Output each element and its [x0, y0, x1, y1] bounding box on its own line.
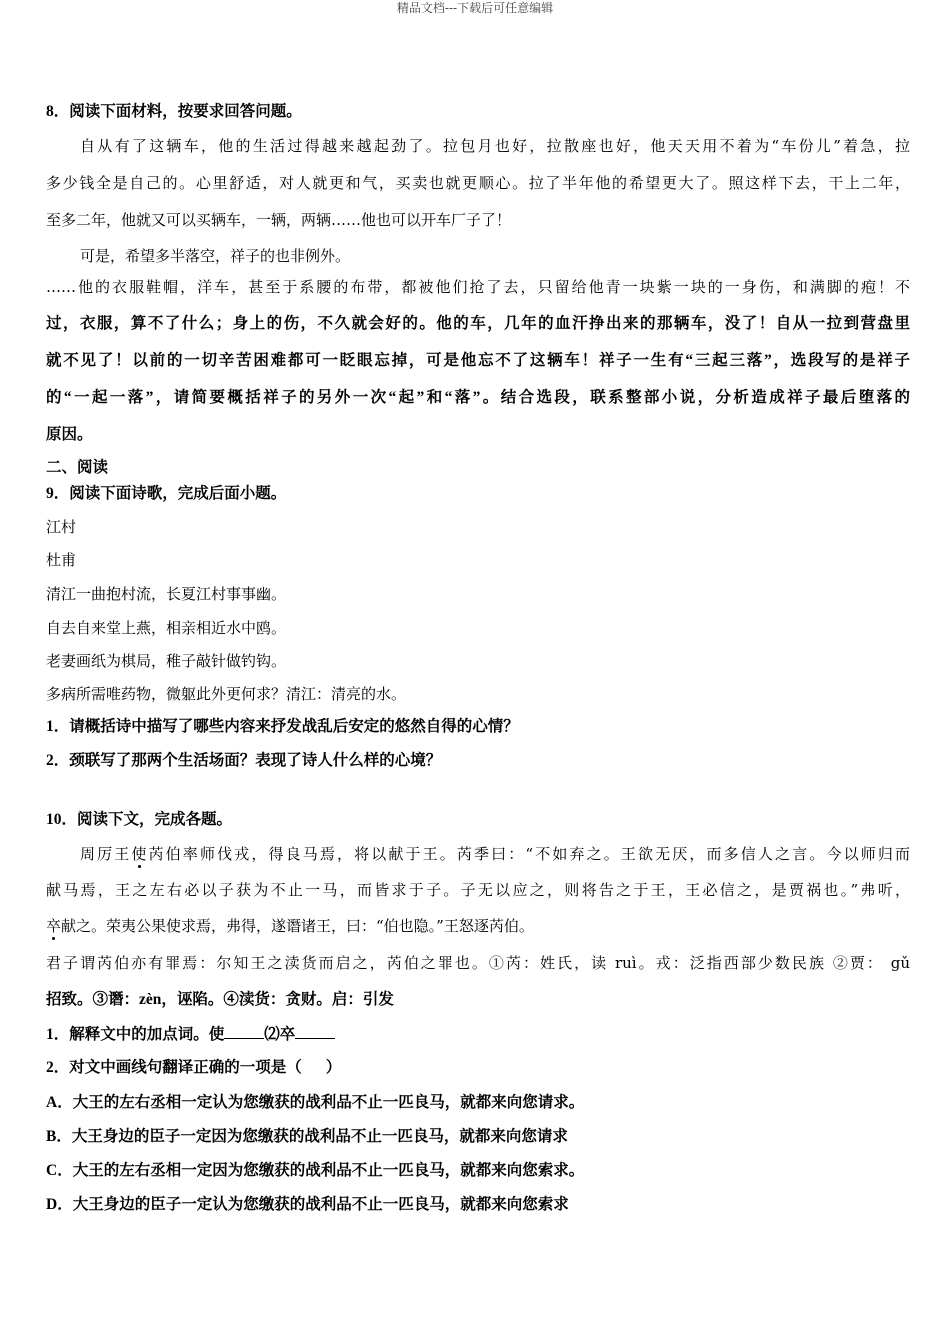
q8-para3-line3: 就不见了！以前的一切辛苦困难都可一眨眼忘掉，可是他忘不了这辆车！祥子一生有“三起三落”，选段写的是祥子	[46, 352, 910, 369]
q8-para3-line2: 过，衣服，算不了什么；身上的伤，不久就会好的。他的车，几年的血汗挣出来的那辆车，没了！自从一拉到营盘里	[46, 315, 910, 332]
page-header: 精品文档---下载后可任意编辑	[396, 1, 554, 15]
poem-line-3: 老妻画纸为棋局，稚子敲针做钓钩。	[46, 652, 287, 670]
q9-sub-question-1: 1．请概括诗中描写了哪些内容来抒发战乱后安定的悠然自得的心情？	[46, 718, 519, 735]
poem-line-1: 清江一曲抱村流，长夏江村事事幽。	[46, 585, 287, 603]
poem-line-2: 自去自来堂上燕，相亲相近水中鸥。	[46, 619, 287, 637]
section-heading: 二、阅读	[46, 459, 109, 476]
q10-notes-line2: 招致。③谮：zèn，诬陷。④渎货：贪财。启：引发	[46, 991, 394, 1008]
q9-sub-question-2: 2．颈联写了那两个生活场面？表现了诗人什么样的心境？	[46, 752, 442, 769]
q10-para1-line3	[46, 916, 910, 936]
q10-sub1-text: ⑵卒	[264, 1026, 296, 1043]
q10-text: 献之。荣夷公果使求焉，弗得，遂谮诸王，曰：“伯也隐。”王怒逐芮伯。	[61, 917, 534, 935]
answer-blank-1[interactable]	[224, 1024, 264, 1039]
q10-sub1-text: 1．解释文中的加点词。使	[46, 1026, 225, 1043]
poem-author: 杜甫	[46, 551, 77, 569]
q8-para3-line1: ……他的衣服鞋帽，洋车，甚至于系腰的布带，都被他们抢了去，只留给他青一块紫一块的一身伤，和满脚的疱！不	[46, 278, 910, 296]
q8-title: 8．阅读下面材料，按要求回答问题。	[46, 103, 302, 120]
q8-para1-line2: 多少钱全是自己的。心里舒适，对人就更和气，买卖也就更顺心。拉了半年他的希望更大了。照这样下去，干上二年，	[46, 174, 910, 192]
option-b[interactable]: B．大王身边的臣子一定因为您缴获的战利品不止一匹良马，就都来向您请求	[46, 1128, 568, 1145]
q9-title: 9．阅读下面诗歌，完成后面小题。	[46, 485, 287, 502]
q8-para3-line4: 的“一起一落”，请简要概括祥子的另外一次“起”和“落”。结合选段，联系整部小说，分析造成祥子最后堕落的	[46, 389, 910, 406]
poem-line-4: 多病所需唯药物，微躯此外更何求？清江：清亮的水。	[46, 685, 407, 703]
q10-title: 10．阅读下文，完成各题。	[46, 811, 233, 828]
q10-sub-question-1	[46, 1024, 910, 1045]
q10-text: 芮伯率师伐戎，得良马焉，将以献于王。芮季曰：“不如弃之。王欲无厌，而多信人之言。今以师归而	[148, 845, 910, 863]
q10-sub2-text: 2．对文中画线句翻译正确的一项是（	[46, 1059, 302, 1076]
option-a[interactable]: A．大王的左右丞相一定认为您缴获的战利品不止一匹良马，就都来向您请求。	[46, 1094, 585, 1111]
q10-para1-line2: 献马焉，王之左右必以子获为不止一马，而皆求于子。子无以应之，则将告之于王，王必信之，是贾祸也。”弗听，	[46, 881, 910, 899]
q10-sub-question-2	[46, 1058, 910, 1078]
dotted-word-zu: 卒	[46, 917, 62, 935]
answer-blank-2[interactable]	[295, 1024, 335, 1039]
q8-para2: 可是，希望多半落空，祥子的也非例外。	[80, 247, 351, 265]
q10-text: 周厉王	[80, 845, 132, 863]
poem-title: 江村	[46, 518, 77, 536]
option-d[interactable]: D．大王身边的臣子一定认为您缴获的战利品不止一匹良马，就都来向您索求	[46, 1196, 569, 1213]
q10-sub2-text: ）	[325, 1059, 342, 1076]
q10-para1-line1	[80, 844, 910, 864]
q8-para3-line5: 原因。	[46, 426, 93, 443]
dotted-word-shi: 使	[131, 845, 149, 863]
q10-notes-line1: 君子谓芮伯亦有罪焉：尔知王之渎货而启之，芮伯之罪也。①芮：姓氏，读 ruì。戎：泛指西部少数民族 ②贾： gǔ	[46, 954, 910, 972]
q8-para1-line1: 自从有了这辆车，他的生活过得越来越起劲了。拉包月也好，拉散座也好，他天天用不着为“车份儿”着急，拉	[80, 137, 910, 155]
option-c[interactable]: C．大王的左右丞相一定因为您缴获的战利品不止一匹良马，就都来向您索求。	[46, 1162, 585, 1179]
q8-para1-line3: 至多二年，他就又可以买辆车，一辆，两辆……他也可以开车厂子了！	[46, 211, 512, 229]
